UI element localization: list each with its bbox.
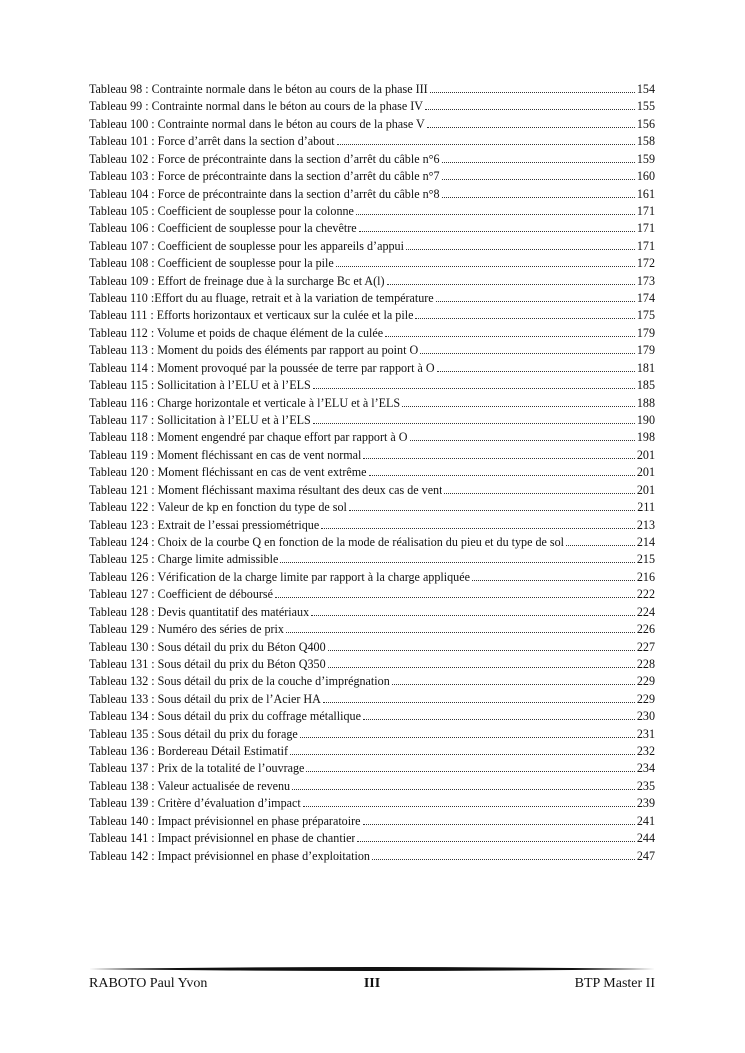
toc-entry-label: Tableau 108 : Coefficient de souplesse pour la pile (89, 256, 334, 271)
toc-entry-label: Tableau 127 : Coefficient de déboursé (89, 587, 273, 602)
toc-entry[interactable] (89, 813, 655, 830)
footer-divider (89, 966, 655, 972)
toc-entry-page: 190 (636, 413, 655, 428)
toc-entry-page: 247 (636, 848, 655, 863)
toc-entry-page: 215 (636, 552, 655, 567)
toc-entry[interactable] (89, 133, 655, 150)
toc-entry[interactable] (89, 778, 655, 795)
toc-entry-label: Tableau 133 : Sous détail du prix de l’Acier HA (89, 691, 321, 706)
toc-entry-page: 231 (636, 726, 655, 741)
toc-entry[interactable] (89, 98, 655, 115)
toc-entry-page: 239 (636, 796, 655, 811)
toc-entry-label: Tableau 105 : Coefficient de souplesse pour la colonne (89, 203, 354, 218)
dot-leader (311, 615, 635, 616)
dot-leader (323, 702, 635, 703)
toc-entry[interactable] (89, 673, 655, 690)
toc-entry[interactable] (89, 551, 655, 568)
toc-entry[interactable] (89, 238, 655, 255)
dot-leader (402, 406, 635, 407)
toc-entry-label: Tableau 111 : Efforts horizontaux et verticaux sur la culée et la pile (89, 308, 414, 323)
toc-entry[interactable] (89, 307, 655, 324)
toc-entry-page: 179 (636, 343, 655, 358)
dot-leader (336, 266, 635, 267)
toc-entry-label: Tableau 107 : Coefficient de souplesse pour les appareils d’appui (89, 238, 404, 253)
toc-entry[interactable] (89, 116, 655, 133)
toc-entry-label: Tableau 110 :Effort du au fluage, retrait et à la variation de température (89, 291, 434, 306)
toc-entry-label: Tableau 140 : Impact prévisionnel en phase préparatoire (89, 813, 361, 828)
toc-entry[interactable] (89, 186, 655, 203)
toc-entry[interactable] (89, 342, 655, 359)
toc-entry[interactable] (89, 621, 655, 638)
dot-leader (363, 824, 635, 825)
dot-leader (290, 754, 635, 755)
dot-leader (415, 318, 634, 319)
toc-entry-label: Tableau 102 : Force de précontrainte dans la section d’arrêt du câble n°6 (89, 151, 440, 166)
dot-leader (328, 650, 635, 651)
toc-entry[interactable] (89, 760, 655, 777)
toc-entry[interactable] (89, 726, 655, 743)
toc-entry-label: Tableau 117 : Sollicitation à l’ELU et à l’ELS (89, 413, 311, 428)
toc-entry[interactable] (89, 412, 655, 429)
toc-entry-page: 158 (636, 134, 655, 149)
toc-entry-page: 159 (636, 151, 655, 166)
toc-entry-label: Tableau 122 : Valeur de kp en fonction du type de sol (89, 500, 347, 515)
dot-leader (372, 859, 635, 860)
toc-entry[interactable] (89, 395, 655, 412)
toc-entry-label: Tableau 112 : Volume et poids de chaque élément de la culée (89, 325, 384, 340)
toc-entry-page: 198 (636, 430, 655, 445)
toc-entry-label: Tableau 130 : Sous détail du prix du Béton Q400 (89, 639, 326, 654)
toc-entry-page: 181 (636, 360, 655, 375)
toc-entry-label: Tableau 118 : Moment engendré par chaque effort par rapport à O (89, 430, 408, 445)
footer-page-number: III (363, 976, 381, 991)
toc-entry[interactable] (89, 81, 655, 98)
dot-leader (286, 632, 635, 633)
toc-entry-label: Tableau 113 : Moment du poids des éléments par rapport au point O (89, 343, 419, 358)
dot-leader (444, 493, 634, 494)
toc-entry[interactable] (89, 168, 655, 185)
dot-leader (349, 510, 635, 511)
toc-entry-page: 224 (636, 604, 655, 619)
toc-entry-page: 155 (636, 99, 655, 114)
toc-entry-label: Tableau 136 : Bordereau Détail Estimatif (89, 744, 288, 759)
toc-entry-page: 230 (636, 709, 655, 724)
toc-entry-label: Tableau 114 : Moment provoqué par la poussée de terre par rapport à O (89, 360, 435, 375)
dot-leader (387, 284, 635, 285)
toc-entry-label: Tableau 129 : Numéro des séries de prix (89, 622, 284, 637)
toc-entry-page: 228 (636, 656, 655, 671)
toc-entry[interactable] (89, 429, 655, 446)
toc-entry-label: Tableau 119 : Moment fléchissant en cas de vent normal (89, 447, 362, 462)
dot-leader (385, 336, 635, 337)
footer-program: BTP Master II (574, 976, 655, 991)
toc-entry-page: 156 (636, 116, 655, 131)
toc-entry-label: Tableau 141 : Impact prévisionnel en phase de chantier (89, 831, 356, 846)
dot-leader (442, 179, 635, 180)
toc-entry-page: 172 (636, 256, 655, 271)
dot-leader (321, 528, 635, 529)
toc-entry[interactable] (89, 151, 655, 168)
toc-entry-label: Tableau 135 : Sous détail du prix du forage (89, 726, 298, 741)
toc-entry-label: Tableau 109 : Effort de freinage due à la surcharge Bc et A(l) (89, 273, 385, 288)
toc-entry[interactable] (89, 848, 655, 865)
toc-entry[interactable] (89, 795, 655, 812)
toc-entry-page: 171 (636, 238, 655, 253)
dot-leader (437, 371, 635, 372)
toc-entry[interactable] (89, 517, 655, 534)
toc-entry[interactable] (89, 691, 655, 708)
toc-entry-page: 171 (636, 221, 655, 236)
toc-entry[interactable] (89, 203, 655, 220)
dot-leader (566, 545, 635, 546)
toc-entry-label: Tableau 132 : Sous détail du prix de la couche d’imprégnation (89, 674, 390, 689)
dot-leader (442, 162, 635, 163)
toc-entry-label: Tableau 106 : Coefficient de souplesse pour la chevêtre (89, 221, 357, 236)
toc-entry[interactable] (89, 220, 655, 237)
toc-entry[interactable] (89, 499, 655, 516)
toc-entry-label: Tableau 142 : Impact prévisionnel en phase d’exploitation (89, 848, 370, 863)
toc-entry-page: 234 (636, 761, 655, 776)
toc-entry[interactable] (89, 290, 655, 307)
toc-entry-page: 227 (636, 639, 655, 654)
table-of-tables (89, 81, 655, 865)
toc-entry[interactable] (89, 534, 655, 551)
toc-entry-label: Tableau 139 : Critère d’évaluation d’impact (89, 796, 301, 811)
toc-entry-label: Tableau 138 : Valeur actualisée de revenu (89, 778, 291, 793)
toc-entry-label: Tableau 125 : Charge limite admissible (89, 552, 279, 567)
toc-entry[interactable] (89, 743, 655, 760)
dot-leader (427, 127, 635, 128)
toc-entry-label: Tableau 120 : Moment fléchissant en cas de vent extrême (89, 465, 367, 480)
toc-entry-page: 213 (636, 517, 655, 532)
dot-leader (356, 214, 635, 215)
toc-entry-page: 235 (636, 778, 655, 793)
dot-leader (300, 737, 635, 738)
toc-entry-page: 211 (637, 500, 655, 515)
toc-entry-page: 201 (636, 465, 655, 480)
toc-entry-label: Tableau 121 : Moment fléchissant maxima résultant des deux cas de vent (89, 482, 443, 497)
toc-entry[interactable] (89, 586, 655, 603)
toc-entry-page: 161 (636, 186, 655, 201)
toc-entry[interactable] (89, 639, 655, 656)
toc-entry[interactable] (89, 656, 655, 673)
dot-leader (313, 388, 635, 389)
dot-leader (303, 806, 635, 807)
toc-entry-page: 232 (636, 744, 655, 759)
dot-leader (328, 667, 635, 668)
toc-entry-label: Tableau 124 : Choix de la courbe Q en fonction de la mode de réalisation du pieu et du type de sol (89, 534, 565, 549)
toc-entry[interactable] (89, 255, 655, 272)
dot-leader (369, 475, 635, 476)
toc-entry[interactable] (89, 604, 655, 621)
toc-entry-page: 179 (636, 325, 655, 340)
toc-entry-page: 160 (636, 169, 655, 184)
dot-leader (410, 440, 635, 441)
toc-entry-label: Tableau 100 : Contrainte normal dans le béton au cours de la phase V (89, 116, 425, 131)
toc-entry[interactable] (89, 447, 655, 464)
toc-entry-page: 244 (636, 831, 655, 846)
dot-leader (363, 458, 634, 459)
toc-entry-label: Tableau 128 : Devis quantitatif des matériaux (89, 604, 310, 619)
toc-entry[interactable] (89, 708, 655, 725)
toc-entry-page: 188 (636, 395, 655, 410)
page-footer (89, 975, 655, 993)
toc-entry-label: Tableau 99 : Contrainte normal dans le béton au cours de la phase IV (89, 99, 423, 114)
toc-entry-page: 173 (636, 273, 655, 288)
dot-leader (292, 789, 635, 790)
dot-leader (357, 841, 634, 842)
toc-entry-page: 201 (636, 447, 655, 462)
toc-entry[interactable] (89, 325, 655, 342)
toc-entry-page: 214 (636, 534, 655, 549)
dot-leader (280, 562, 634, 563)
toc-entry-label: Tableau 123 : Extrait de l’essai pressiométrique (89, 517, 320, 532)
toc-entry[interactable] (89, 464, 655, 481)
dot-leader (472, 580, 635, 581)
toc-entry-label: Tableau 101 : Force d’arrêt dans la section d’about (89, 134, 335, 149)
toc-entry-label: Tableau 137 : Prix de la totalité de l’ouvrage (89, 761, 305, 776)
toc-entry-label: Tableau 104 : Force de précontrainte dans la section d’arrêt du câble n°8 (89, 186, 440, 201)
dot-leader (436, 301, 635, 302)
dot-leader (359, 231, 635, 232)
dot-leader (406, 249, 635, 250)
toc-entry-label: Tableau 115 : Sollicitation à l’ELU et à l’ELS (89, 378, 311, 393)
toc-entry-page: 174 (636, 291, 655, 306)
toc-entry-label: Tableau 126 : Vérification de la charge limite par rapport à la charge appliquée (89, 569, 470, 584)
toc-entry-page: 226 (636, 622, 655, 637)
dot-leader (430, 92, 635, 93)
toc-entry-label: Tableau 131 : Sous détail du prix du Béton Q350 (89, 656, 326, 671)
toc-entry-page: 175 (636, 308, 655, 323)
dot-leader (306, 771, 634, 772)
toc-entry[interactable] (89, 360, 655, 377)
toc-entry[interactable] (89, 830, 655, 847)
toc-entry-page: 229 (636, 674, 655, 689)
toc-entry-label: Tableau 98 : Contrainte normale dans le béton au cours de la phase III (89, 82, 428, 96)
dot-leader (392, 684, 635, 685)
toc-entry-label: Tableau 116 : Charge horizontale et verticale à l’ELU et à l’ELS (89, 395, 401, 410)
toc-entry-page: 222 (636, 587, 655, 602)
toc-entry[interactable] (89, 482, 655, 499)
toc-entry-page: 185 (636, 378, 655, 393)
toc-entry[interactable] (89, 377, 655, 394)
dot-leader (337, 144, 635, 145)
footer-author: RABOTO Paul Yvon (89, 976, 208, 991)
dot-leader (275, 597, 635, 598)
dot-leader (425, 109, 635, 110)
dot-leader (313, 423, 635, 424)
toc-entry[interactable] (89, 569, 655, 586)
toc-entry-label: Tableau 134 : Sous détail du prix du coffrage métallique (89, 709, 361, 724)
toc-entry-page: 154 (636, 82, 655, 96)
toc-entry-page: 171 (636, 203, 655, 218)
dot-leader (420, 353, 635, 354)
toc-entry[interactable] (89, 273, 655, 290)
toc-entry-page: 241 (636, 813, 655, 828)
dot-leader (363, 719, 635, 720)
toc-entry-page: 216 (636, 569, 655, 584)
dot-leader (442, 197, 635, 198)
toc-entry-label: Tableau 103 : Force de précontrainte dans la section d’arrêt du câble n°7 (89, 169, 440, 184)
toc-entry-page: 229 (636, 691, 655, 706)
toc-entry-page: 201 (636, 482, 655, 497)
